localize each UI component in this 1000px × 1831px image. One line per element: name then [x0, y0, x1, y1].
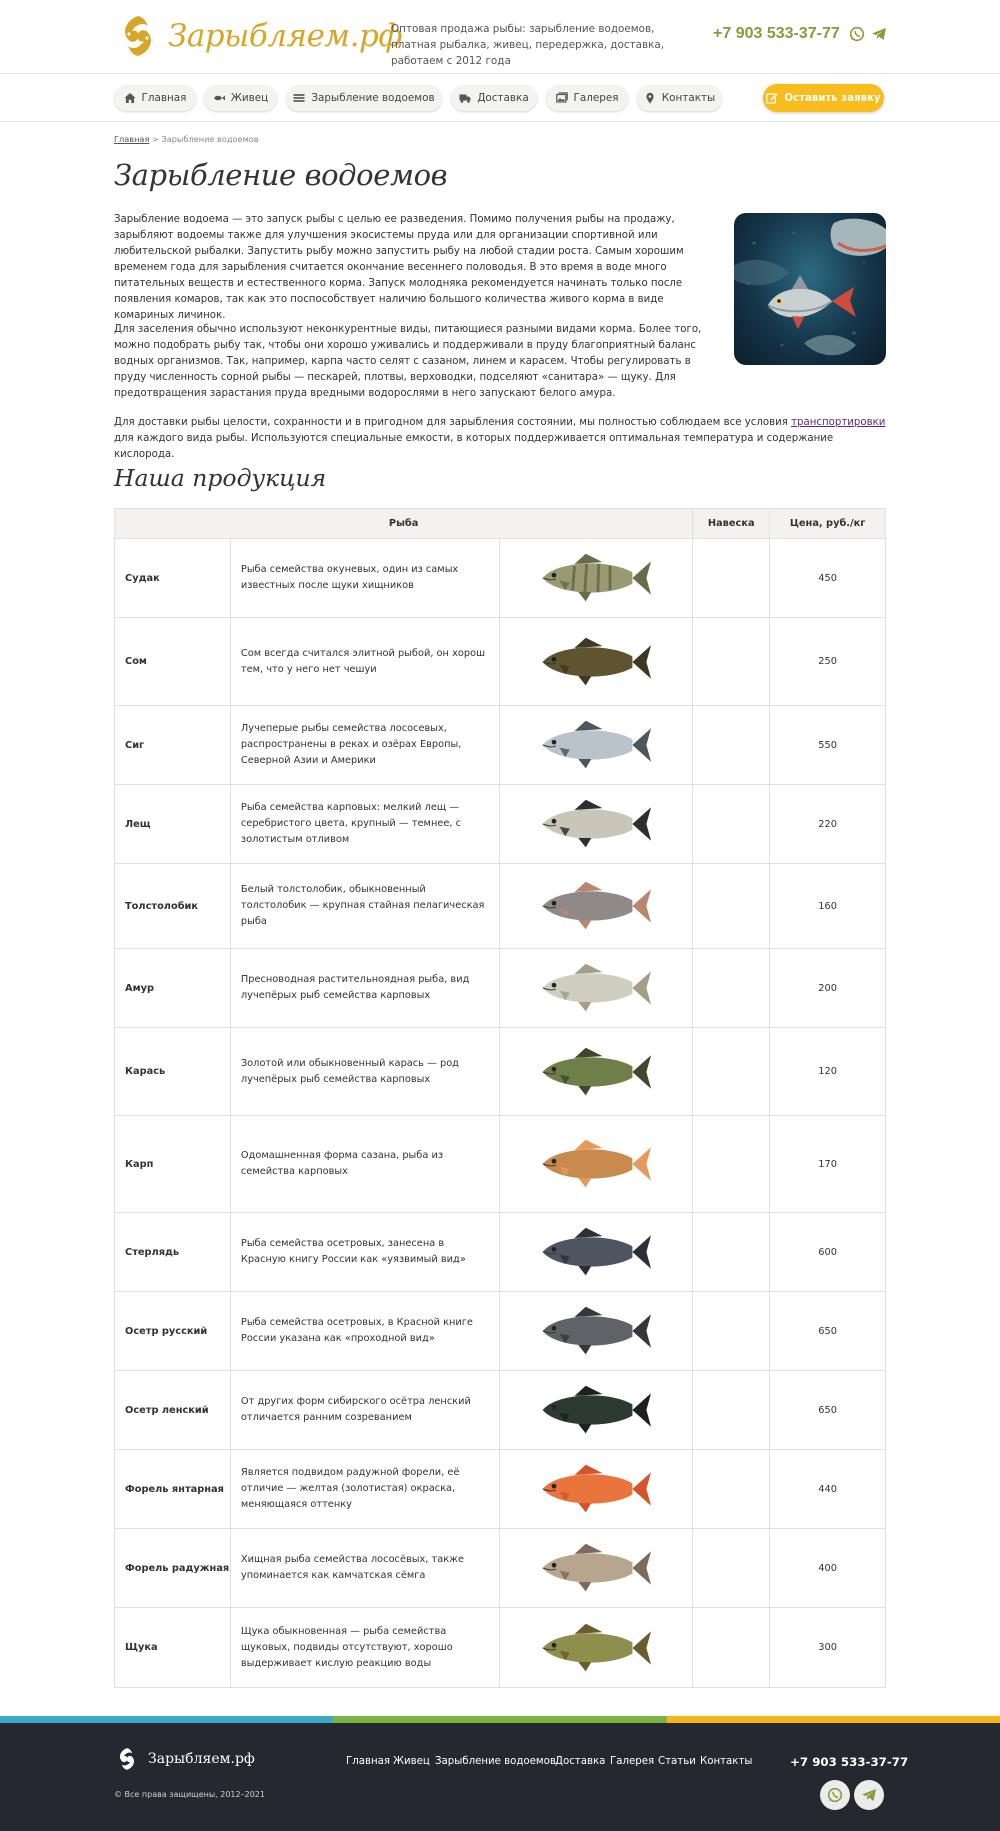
- fish-price: 450: [770, 539, 886, 618]
- fish-image-cell: [500, 1028, 693, 1116]
- fish-weight: [693, 1292, 770, 1371]
- fish-image: [531, 634, 661, 690]
- footer-nav-stocking[interactable]: Зарыбление водоемов: [435, 1756, 556, 1767]
- column-header-weight: Навеска: [693, 509, 770, 539]
- fish-name: Амур: [115, 949, 231, 1028]
- nav-item-label: Главная: [141, 92, 187, 104]
- fish-description: От других форм сибирского осётра ленский отличается ранним созреванием: [230, 1371, 500, 1450]
- home-icon: [124, 92, 136, 104]
- nav-item-delivery[interactable]: [451, 85, 537, 111]
- fish-price: 220: [770, 785, 886, 864]
- fish-weight: [693, 864, 770, 949]
- fish-price: 170: [770, 1116, 886, 1213]
- table-row: [115, 1292, 886, 1371]
- footer-nav-delivery[interactable]: Доставка: [555, 1756, 606, 1767]
- table-row: [115, 539, 886, 618]
- fish-weight: [693, 1529, 770, 1608]
- fish-weight: [693, 706, 770, 785]
- fish-description: Щука обыкновенная — рыба семейства щуковых, подвиды отсутствуют, хорошо выдерживает кислую реакцию воды: [230, 1608, 500, 1688]
- footer-telegram-button[interactable]: [854, 1780, 884, 1810]
- transportation-link[interactable]: транспортировки: [791, 417, 886, 428]
- fish-name: Карась: [115, 1028, 231, 1116]
- fish-image-cell: [500, 949, 693, 1028]
- footer-nav-contacts[interactable]: Контакты: [700, 1756, 753, 1767]
- table-row: [115, 618, 886, 706]
- footer-nav-gallery[interactable]: Галерея: [610, 1756, 655, 1767]
- paragraph-3-text: Для доставки рыбы целости, сохранности и в пригодном для зарыбления состоянии, мы полностью соблюдаем все условия: [114, 417, 792, 428]
- fish-name: Судак: [115, 539, 231, 618]
- waves-icon: [293, 92, 305, 104]
- fish-name: Форель янтарная: [115, 1450, 231, 1529]
- fish-name: Лещ: [115, 785, 231, 864]
- fish-image-cell: [500, 864, 693, 949]
- table-row: [115, 785, 886, 864]
- fish-price: 300: [770, 1608, 886, 1688]
- logo-text: Зарыбляем.рф: [168, 18, 403, 54]
- fish-image: [531, 1224, 661, 1280]
- fish-image-cell: [500, 618, 693, 706]
- fish-icon: [213, 92, 225, 104]
- fish-image: [531, 1044, 661, 1100]
- fish-price: 400: [770, 1529, 886, 1608]
- footer-nav-home[interactable]: Главная: [346, 1756, 391, 1767]
- nav-item-contacts[interactable]: [637, 85, 722, 111]
- footer-phone[interactable]: +7 903 533-37-77: [790, 1755, 909, 1769]
- fish-image: [531, 717, 661, 773]
- fish-image: [531, 1136, 661, 1192]
- breadcrumb: [114, 134, 259, 144]
- fish-name: Карп: [115, 1116, 231, 1213]
- fish-price: 550: [770, 706, 886, 785]
- fish-image: [531, 1620, 661, 1676]
- stripe-segment: [333, 1716, 666, 1723]
- header-phone[interactable]: +7 903 533-37-77: [713, 25, 840, 42]
- footer-color-stripe: [0, 1716, 1000, 1723]
- fish-price: 120: [770, 1028, 886, 1116]
- fish-image-cell: [500, 785, 693, 864]
- fish-image: [531, 1540, 661, 1596]
- products-table: [114, 508, 886, 1688]
- fish-image: [531, 796, 661, 852]
- page-title: Зарыбление водоемов: [114, 158, 448, 192]
- fish-weight: [693, 785, 770, 864]
- nav-item-live-bait[interactable]: [204, 85, 277, 111]
- fish-weight: [693, 1116, 770, 1213]
- fish-image-cell: [500, 706, 693, 785]
- footer-nav-live-bait[interactable]: Живец: [393, 1756, 430, 1767]
- table-row: [115, 1213, 886, 1292]
- fish-name: Форель радужная: [115, 1529, 231, 1608]
- fish-description: Золотой или обыкновенный карась — род лучепёрых рыб семейства карповых: [230, 1028, 500, 1116]
- fish-price: 160: [770, 864, 886, 949]
- fish-weight: [693, 1028, 770, 1116]
- fish-name: Сом: [115, 618, 231, 706]
- intro-paragraph-2: Для заселения обычно используют неконкурентные виды, питающиеся разными видами корма. Более того, можно подобрать рыбу так, чтобы они хорошо уживались и поддерживали в пруду благоприятный баланс водных организмов. Так, например, карпа часто селят с сазаном, линем и карасем. Чтобы регулировать в пруду численность сорной рыбы — пескарей, плотвы, верховодки, подселяют «санитара» — щуку. Для предотвращения зарастания пруда вредными водорослями в него запускают белого амура.: [114, 324, 702, 399]
- fish-price: 600: [770, 1213, 886, 1292]
- table-row: [115, 1450, 886, 1529]
- logo-fish-icon: [114, 1746, 140, 1772]
- table-row: [115, 949, 886, 1028]
- fish-weight: [693, 1608, 770, 1688]
- nav-item-stocking[interactable]: [286, 85, 442, 111]
- fish-price: 440: [770, 1450, 886, 1529]
- fish-description: Белый толстолобик, обыкновенный толстолобик — крупная стайная пелагическая рыба: [230, 864, 500, 949]
- fish-description: Рыба семейства окуневых, один из самых известных после щуки хищников: [230, 539, 500, 618]
- table-row: [115, 1529, 886, 1608]
- breadcrumb-separator: >: [151, 134, 159, 144]
- logo-fish-icon: [114, 12, 162, 60]
- telegram-icon[interactable]: [871, 26, 887, 42]
- table-row: [115, 1371, 886, 1450]
- nav-item-gallery[interactable]: [546, 85, 628, 111]
- table-row: [115, 1028, 886, 1116]
- telegram-icon: [861, 1787, 877, 1803]
- edit-icon: [766, 92, 778, 104]
- fish-name: Осетр ленский: [115, 1371, 231, 1450]
- fish-name: Щука: [115, 1608, 231, 1688]
- fish-weight: [693, 1213, 770, 1292]
- whatsapp-icon[interactable]: [849, 26, 865, 42]
- fish-description: Является подвидом радужной форели, её отличие — желтая (золотистая) окраска, меняющаяся оттенку: [230, 1450, 500, 1529]
- fish-weight: [693, 618, 770, 706]
- table-row: [115, 1608, 886, 1688]
- fish-image: [531, 960, 661, 1016]
- copyright: © Все права защищены, 2012–2021: [114, 1790, 265, 1799]
- fish-image: [531, 550, 661, 606]
- fish-name: Стерлядь: [115, 1213, 231, 1292]
- fish-price: 200: [770, 949, 886, 1028]
- breadcrumb-current: Зарыбление водоемов: [161, 134, 259, 144]
- fish-name: Осетр русский: [115, 1292, 231, 1371]
- breadcrumb-home-link[interactable]: Главная: [114, 134, 150, 144]
- fish-price: 650: [770, 1292, 886, 1371]
- fish-image-cell: [500, 1213, 693, 1292]
- underwater-fish-illustration: [734, 213, 886, 365]
- nav-item-label: Зарыбление водоемов: [311, 92, 435, 104]
- site-logo[interactable]: [114, 12, 402, 60]
- column-header-fish: Рыба: [115, 509, 693, 539]
- nav-item-label: Доставка: [477, 92, 529, 104]
- fish-image-cell: [500, 1371, 693, 1450]
- fish-weight: [693, 539, 770, 618]
- nav-item-label: Контакты: [661, 92, 716, 104]
- fish-image-cell: [500, 1116, 693, 1213]
- intro-paragraph-3: [114, 415, 886, 463]
- fish-description: Хищная рыба семейства лососёвых, также упоминается как камчатская сёмга: [230, 1529, 500, 1608]
- fish-description: Рыба семейства карповых: мелкий лещ — серебристого цвета, крупный — темнее, с золотистым отливом: [230, 785, 500, 864]
- site-tagline: Оптовая продажа рыбы: зарыбление водоемов, платная рыбалка, живец, передержка, доставка, работаем с 2012 года: [391, 23, 665, 67]
- fish-name: Толстолобик: [115, 864, 231, 949]
- table-row: [115, 864, 886, 949]
- fish-description: Сом всегда считался элитной рыбой, он хорош тем, что у него нет чешуи: [230, 618, 500, 706]
- fish-description: Рыба семейства осетровых, занесена в Красную книгу России как «уязвимый вид»: [230, 1213, 500, 1292]
- table-header-row: [115, 509, 886, 539]
- products-title: Наша продукция: [114, 464, 327, 492]
- images-icon: [556, 92, 568, 104]
- fish-weight: [693, 1371, 770, 1450]
- fish-image-cell: [500, 1292, 693, 1371]
- footer-logo-text: Зарыбляем.рф: [148, 1751, 255, 1767]
- whatsapp-icon: [827, 1787, 843, 1803]
- stripe-segment: [0, 1716, 333, 1723]
- map-pin-icon: [644, 92, 656, 104]
- fish-image-cell: [500, 1450, 693, 1529]
- table-row: [115, 1116, 886, 1213]
- stripe-segment: [667, 1716, 1000, 1723]
- paragraph-3-text-end: для каждого вида рыбы. Используются специальные емкости, в которых поддерживается оптимальная температура и содержание кислорода.: [114, 433, 834, 460]
- fish-description: Одомашненная форма сазана, рыба из семейства карповых: [230, 1116, 500, 1213]
- fish-weight: [693, 949, 770, 1028]
- table-body: [115, 539, 886, 1688]
- column-header-price: Цена, руб./кг: [770, 509, 886, 539]
- intro-paragraph-1: Зарыбление водоема — это запуск рыбы с целью ее разведения. Помимо получения рыбы на продажу, зарыбляют водоемы также для улучшения экосистемы пруда или для организации спортивной или любительской рыбалки. Запустить рыбу можно запустить рыбу на любой стадии роста. Самым хорошим временем года для зарыбления считается окончание весеннего половодья. В это время в воде много питательных веществ и естественного корма. Запуск молодняка рекомендуется начинать только после появления комаров, так как это поспособствует наличию большого количества живого корма в виде комариных личинок.: [114, 214, 684, 321]
- fish-image: [531, 1461, 661, 1517]
- main-nav: [0, 74, 1000, 122]
- truck-icon: [459, 92, 471, 104]
- footer-logo[interactable]: [114, 1746, 255, 1772]
- fish-price: 250: [770, 618, 886, 706]
- fish-description: Лучеперые рыбы семейства лососевых, распространены в реках и озёрах Европы, Северной Азии и Америки: [230, 706, 500, 785]
- nav-item-label: Галерея: [573, 92, 619, 104]
- fish-weight: [693, 1450, 770, 1529]
- fish-image: [531, 1382, 661, 1438]
- leave-request-button[interactable]: [763, 84, 884, 112]
- fish-image-cell: [500, 539, 693, 618]
- fish-image-cell: [500, 1608, 693, 1688]
- table-row: [115, 706, 886, 785]
- site-header: [0, 0, 1000, 74]
- fish-image-cell: [500, 1529, 693, 1608]
- fish-name: Сиг: [115, 706, 231, 785]
- leave-request-label: Оставить заявку: [784, 92, 881, 104]
- footer-nav-articles[interactable]: Статьи: [658, 1756, 696, 1767]
- fish-image: [531, 878, 661, 934]
- nav-item-label: Живец: [230, 92, 269, 104]
- fish-price: 650: [770, 1371, 886, 1450]
- fish-description: Рыба семейства осетровых, в Красной книге России указана как «проходной вид»: [230, 1292, 500, 1371]
- footer-whatsapp-button[interactable]: [820, 1780, 850, 1810]
- nav-item-home[interactable]: [114, 85, 196, 111]
- fish-description: Пресноводная растительноядная рыба, вид лучепёрых рыб семейства карповых: [230, 949, 500, 1028]
- hero-fish-photo: [734, 213, 886, 365]
- fish-image: [531, 1303, 661, 1359]
- site-footer: [0, 1723, 1000, 1831]
